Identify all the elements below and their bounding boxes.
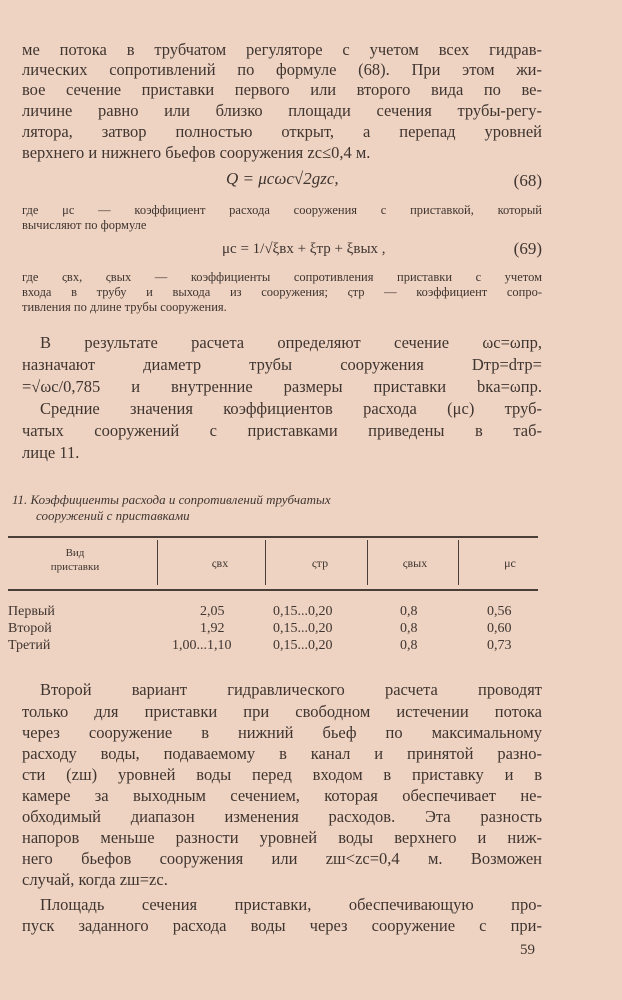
table-column-divider (458, 540, 459, 585)
table-cell-mu: 0,73 (487, 638, 512, 653)
text-line: лических сопротивлений по формуле (68). При этом жи- (22, 60, 542, 79)
text-line: только для приставки при свободном истечении потока (22, 702, 542, 721)
table-caption: сооружений с приставками (36, 508, 190, 523)
note-line: входа в трубу и выхода из сооружения; ςтр — коэффициент сопро- (22, 285, 542, 299)
table-cell-zeta-in: 2,05 (200, 604, 225, 619)
text-line: Средние значения коэффициентов расхода (μc) труб- (40, 399, 542, 418)
text-line: ме потока в трубчатом регуляторе с учетом всех гидрав- (22, 40, 542, 59)
table-header-mu: μc (504, 556, 516, 570)
formula-68-number: (68) (513, 171, 542, 190)
note-line: где ςвх, ςвых — коэффициенты сопротивления приставки с учетом (22, 270, 542, 284)
table-top-rule (8, 536, 538, 538)
table-column-divider (367, 540, 368, 585)
note-line: вычисляют по формуле (22, 218, 147, 232)
page-number: 59 (520, 942, 535, 958)
text-line: него бьефов сооружения или zш<zc=0,4 м. Возможен (22, 849, 542, 868)
formula-68: Q = μcωc√2gzc, (226, 169, 339, 188)
text-line: пуск заданного расхода воды через сооружение с при- (22, 916, 542, 935)
table-cell-zeta-in: 1,00...1,10 (172, 638, 232, 653)
table-cell-zeta-tr: 0,15...0,20 (273, 621, 333, 636)
table-cell-zeta-tr: 0,15...0,20 (273, 604, 333, 619)
table-cell-mu: 0,56 (487, 604, 512, 619)
table-header-rule (8, 589, 538, 591)
text-line: чатых сооружений с приставками приведены в таб- (22, 421, 542, 440)
text-line: напоров меньше разности уровней воды верхнего и ниж- (22, 828, 542, 847)
table-header-zeta-in: ςвх (211, 556, 229, 570)
text-line: лице 11. (22, 443, 80, 462)
note-line: где μc — коэффициент расхода сооружения с приставкой, который (22, 203, 542, 217)
table-cell-zeta-out: 0,8 (400, 638, 418, 653)
text-line: Второй вариант гидравлического расчета проводят (40, 680, 542, 699)
note-line: тивления по длине трубы сооружения. (22, 300, 227, 314)
table-header-zeta-tr: ςтр (311, 556, 329, 570)
table-column-divider (157, 540, 158, 585)
formula-69: μc = 1/√ξвх + ξтр + ξвых , (222, 241, 386, 257)
text-line: личине равно или близко площади сечения трубы-регу- (22, 101, 542, 120)
table-cell-type: Третий (8, 638, 51, 653)
formula-69-number: (69) (513, 239, 542, 258)
text-line: =√ωc/0,785 и внутренние размеры приставки bкa=ωпр. (22, 377, 542, 396)
text-line: верхнего и нижнего бьефов сооружения zc≤0,4 м. (22, 143, 371, 162)
text-line: сти (zш) уровней воды перед входом в приставку и в (22, 765, 542, 784)
text-line: случай, когда zш=zc. (22, 870, 168, 889)
text-line: вое сечение приставки первого или второго вида по ве- (22, 80, 542, 99)
table-cell-zeta-tr: 0,15...0,20 (273, 638, 333, 653)
table-cell-zeta-in: 1,92 (200, 621, 225, 636)
text-line: обходимый диапазон изменения расходов. Эта разность (22, 807, 542, 826)
table-column-divider (265, 540, 266, 585)
table-caption: 11. Коэффициенты расхода и сопротивлений трубчатых (12, 492, 331, 507)
text-line: Площадь сечения приставки, обеспечивающую про- (40, 895, 542, 914)
table-cell-type: Второй (8, 621, 52, 636)
table-header-type: Вид приставки (50, 547, 100, 573)
text-line: лятора, затвор полностью открыт, а перепад уровней (22, 122, 542, 141)
table-cell-zeta-out: 0,8 (400, 604, 418, 619)
table-cell-mu: 0,60 (487, 621, 512, 636)
table-cell-type: Первый (8, 604, 55, 619)
text-line: через сооружение в нижний бьеф по максимальному (22, 723, 542, 742)
text-line: назначают диаметр трубы сооружения Dтр=dтр= (22, 355, 542, 374)
table-header-zeta-out: ςвых (402, 556, 428, 570)
text-line: камере за выходным сечением, которая обеспечивает не- (22, 786, 542, 805)
text-line: В результате расчета определяют сечение ωc=ωпр, (40, 333, 542, 352)
text-line: расходу воды, подаваемому в канал и принятой разно- (22, 744, 542, 763)
table-cell-zeta-out: 0,8 (400, 621, 418, 636)
